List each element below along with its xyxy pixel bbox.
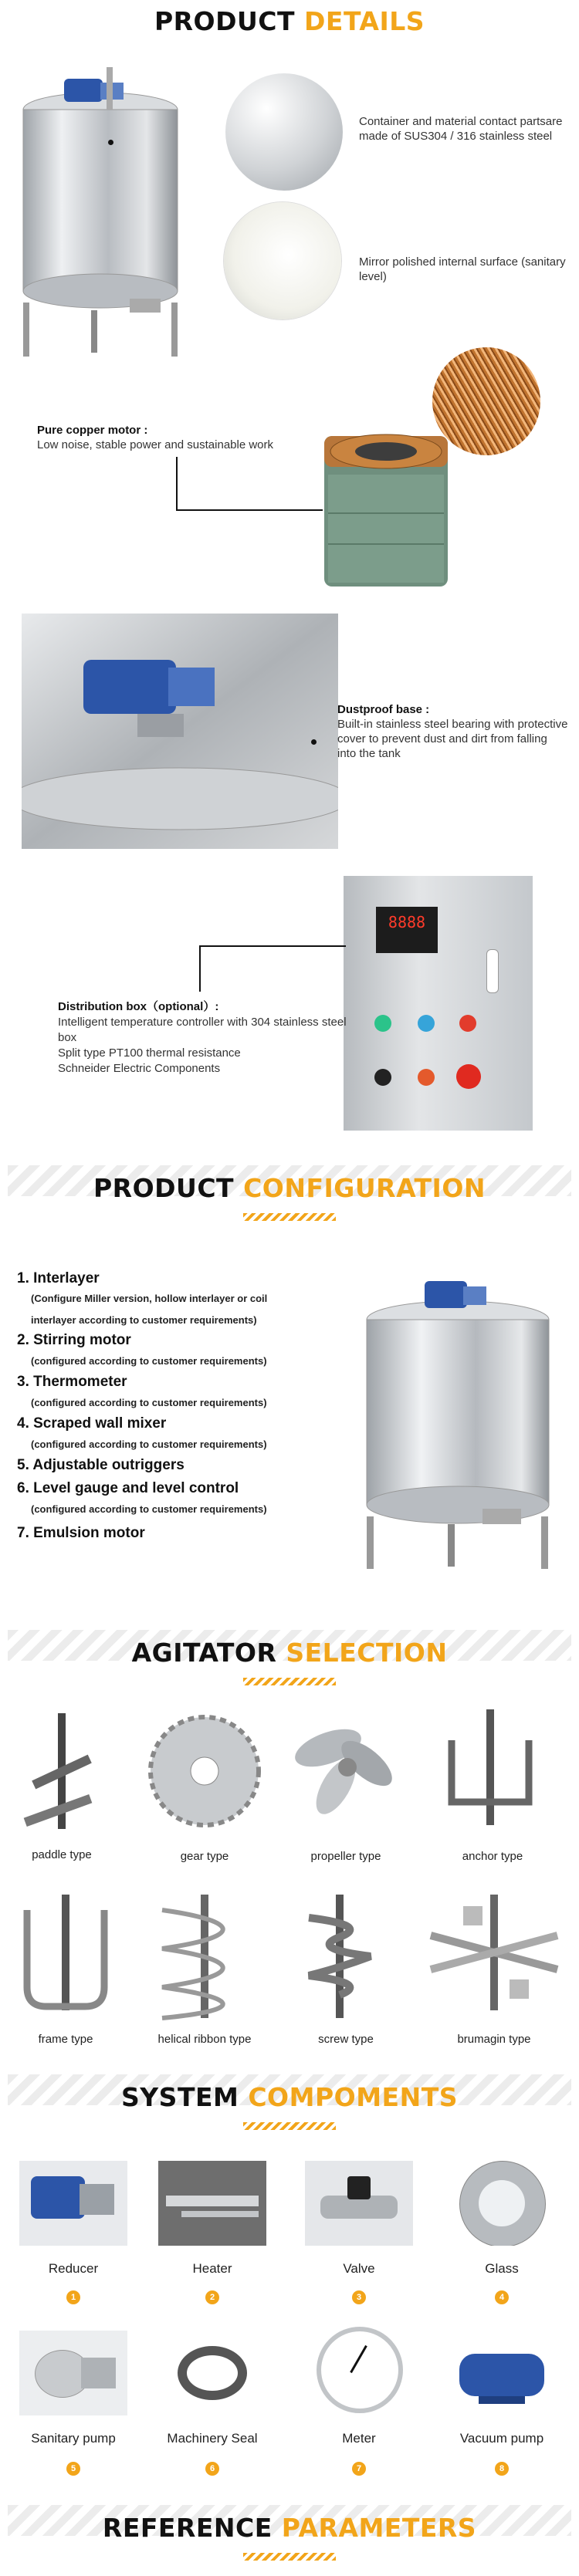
valve-image xyxy=(305,2161,413,2246)
mirror-surface-sample xyxy=(224,202,341,319)
temperature-controller-display: 8888 xyxy=(376,907,438,953)
copper-motor-image xyxy=(320,405,455,598)
reducer-image xyxy=(19,2161,127,2246)
gear-agitator-image xyxy=(143,1709,266,1833)
config-item-3: 3. Thermometer xyxy=(17,1374,127,1390)
config-item-1-note-1: (Configure Miller version, hollow interlayer or coil xyxy=(31,1293,268,1304)
selector-switch xyxy=(374,1069,391,1086)
mirror-description: Mirror polished internal surface (sanitary level) xyxy=(359,255,566,283)
agitator-label-paddle: paddle type xyxy=(32,1848,92,1861)
component-number-8: 8 xyxy=(495,2462,509,2476)
component-label-valve: Valve xyxy=(343,2261,375,2276)
configuration-title-word2: CONFIGURATION xyxy=(243,1173,486,1203)
orange-button xyxy=(418,1069,435,1086)
component-label-vacuum-pump: Vacuum pump xyxy=(459,2431,544,2446)
box-line-2: Split type PT100 thermal resistance xyxy=(58,1046,241,1060)
agitator-label-propeller: propeller type xyxy=(310,1850,381,1863)
reference-underline xyxy=(243,2553,336,2561)
configuration-tank-image xyxy=(351,1246,564,1570)
paddle-agitator-image xyxy=(15,1713,108,1837)
base-description xyxy=(337,702,569,761)
brushed-steel-sample xyxy=(225,73,343,191)
config-item-2-note: (configured according to customer requirements) xyxy=(31,1355,267,1367)
emergency-stop-button xyxy=(456,1064,481,1089)
configuration-title-word1: PRODUCT xyxy=(93,1173,235,1203)
component-label-machinery-seal: Machinery Seal xyxy=(167,2431,258,2446)
agitator-label-frame: frame type xyxy=(38,2033,93,2046)
config-item-5: 5. Adjustable outriggers xyxy=(17,1457,185,1473)
box-description xyxy=(58,999,351,1077)
reference-title-word1: REFERENCE xyxy=(102,2513,273,2543)
details-title xyxy=(0,6,579,36)
anchor-agitator-image xyxy=(436,1709,544,1833)
component-number-4: 4 xyxy=(495,2290,509,2304)
propeller-agitator-image xyxy=(282,1709,405,1825)
details-title-word1: PRODUCT xyxy=(154,6,296,36)
system-underline xyxy=(243,2122,336,2130)
details-title-word2: DETAILS xyxy=(304,6,425,36)
reference-title xyxy=(0,2513,579,2543)
agitator-label-brumagin: brumagin type xyxy=(457,2033,531,2046)
agitator-title xyxy=(0,1638,579,1668)
box-leader-horizontal xyxy=(199,945,346,947)
config-item-1-note-2: interlayer according to customer requirements) xyxy=(31,1314,257,1326)
sanitary-pump-image xyxy=(19,2331,127,2415)
green-indicator xyxy=(374,1015,391,1032)
system-title xyxy=(0,2082,579,2112)
material-description: Container and material contact partsare made of SUS304 / 316 stainless steel xyxy=(359,115,563,143)
config-item-4-note: (configured according to customer requirements) xyxy=(31,1438,267,1450)
component-label-reducer: Reducer xyxy=(48,2261,99,2276)
system-title-word1: SYSTEM xyxy=(121,2082,239,2112)
base-leader-dot xyxy=(311,739,317,745)
helical-ribbon-agitator-image xyxy=(151,1895,259,2022)
box-leader-vertical xyxy=(199,945,201,992)
copper-wire-closeup xyxy=(432,347,540,455)
agitator-title-word2: SELECTION xyxy=(286,1638,448,1668)
reference-title-word2: PARAMETERS xyxy=(281,2513,477,2543)
sight-glass-image xyxy=(448,2161,556,2246)
motor-title: Pure copper motor : xyxy=(37,424,148,437)
screw-agitator-image xyxy=(293,1895,386,2022)
component-number-7: 7 xyxy=(352,2462,366,2476)
configuration-list xyxy=(17,1269,372,1543)
frame-agitator-image xyxy=(15,1895,116,2018)
component-label-sanitary-pump: Sanitary pump xyxy=(31,2431,116,2446)
component-number-5: 5 xyxy=(66,2462,80,2476)
door-lock xyxy=(486,949,499,993)
component-label-meter: Meter xyxy=(342,2431,376,2446)
component-number-3: 3 xyxy=(352,2290,366,2304)
heater-image xyxy=(158,2161,266,2246)
component-number-1: 1 xyxy=(66,2290,80,2304)
box-line-1: Intelligent temperature controller with 304 stainless steel box xyxy=(58,1016,347,1044)
motor-leader-horizontal xyxy=(176,509,323,511)
leader-line xyxy=(110,141,112,142)
agitator-label-gear: gear type xyxy=(180,1850,229,1863)
config-item-3-note: (configured according to customer requirements) xyxy=(31,1397,267,1408)
base-text: Built-in stainless steel bearing with protective cover to prevent dust and dirt from falling into the tank xyxy=(337,718,568,760)
system-title-word2: COMPOMENTS xyxy=(248,2082,458,2112)
distribution-box-image xyxy=(344,876,533,1131)
red-indicator xyxy=(459,1015,476,1032)
vacuum-pump-image xyxy=(448,2331,556,2415)
blue-indicator xyxy=(418,1015,435,1032)
config-item-2: 2. Stirring motor xyxy=(17,1332,131,1348)
agitator-title-word1: AGITATOR xyxy=(131,1638,277,1668)
base-title: Dustproof base : xyxy=(337,703,430,716)
motor-leader-vertical xyxy=(176,457,178,511)
pressure-meter-image xyxy=(305,2327,413,2415)
motor-text: Low noise, stable power and sustainable work xyxy=(37,438,274,451)
dustproof-base-image xyxy=(22,614,338,849)
agitator-label-helical-ribbon: helical ribbon type xyxy=(157,2033,252,2046)
config-item-6-note: (configured according to customer requirements) xyxy=(31,1503,267,1515)
config-item-7: 7. Emulsion motor xyxy=(17,1525,145,1541)
brumagin-agitator-image xyxy=(421,1895,567,2018)
mixing-tank-image xyxy=(14,48,188,357)
component-number-2: 2 xyxy=(205,2290,219,2304)
component-number-6: 6 xyxy=(205,2462,219,2476)
config-item-1: 1. Interlayer xyxy=(17,1270,100,1286)
config-item-4: 4. Scraped wall mixer xyxy=(17,1415,167,1432)
box-title: Distribution box（optional）: xyxy=(58,1000,219,1013)
motor-description xyxy=(37,423,330,452)
machinery-seal-image xyxy=(158,2331,266,2415)
config-item-6: 6. Level gauge and level control xyxy=(17,1480,239,1496)
agitator-label-anchor: anchor type xyxy=(462,1850,523,1863)
agitator-underline xyxy=(243,1678,336,1685)
component-label-heater: Heater xyxy=(192,2261,232,2276)
configuration-underline xyxy=(243,1213,336,1221)
agitator-label-screw: screw type xyxy=(318,2033,374,2046)
configuration-title xyxy=(0,1173,579,1203)
box-line-3: Schneider Electric Components xyxy=(58,1062,221,1075)
component-label-glass: Glass xyxy=(485,2261,519,2276)
